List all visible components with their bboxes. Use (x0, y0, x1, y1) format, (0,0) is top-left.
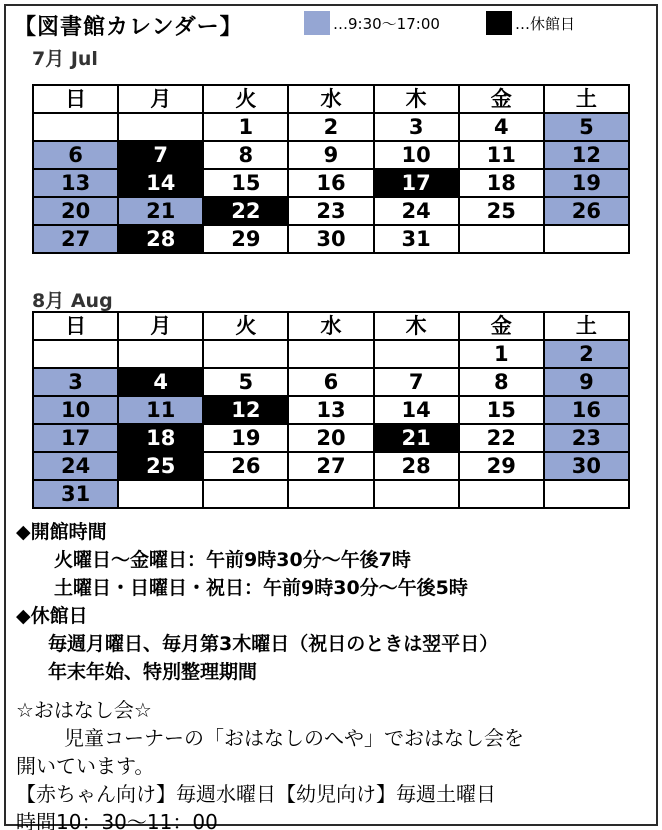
storytime-section (16, 696, 652, 830)
month-label-july: 7月 Jul (32, 48, 98, 70)
calendar-day-normal: 13 (288, 396, 373, 424)
calendar-empty-cell (33, 340, 118, 368)
calendar-week-row (33, 368, 629, 396)
calendar-empty-cell (118, 480, 203, 508)
calendar-day-open: 13 (33, 169, 118, 197)
calendar-week-row (33, 141, 629, 169)
month-label-august: 8月 Aug (32, 290, 113, 312)
weekday-header: 木 (374, 85, 459, 113)
calendar-day-normal: 23 (288, 197, 373, 225)
calendar-day-open: 3 (33, 368, 118, 396)
calendar-day-normal: 3 (374, 113, 459, 141)
storytime-heading: ☆おはなし会☆ (16, 698, 152, 722)
calendar-day-normal: 28 (374, 452, 459, 480)
weekday-header: 火 (203, 85, 288, 113)
calendar-day-open: 2 (544, 340, 629, 368)
weekday-header-row (33, 312, 629, 340)
calendar-day-normal: 29 (203, 225, 288, 253)
calendar-day-normal: 16 (288, 169, 373, 197)
calendar-day-normal: 9 (288, 141, 373, 169)
calendar-day-normal: 27 (288, 452, 373, 480)
calendar-day-closed: 22 (203, 197, 288, 225)
closed-days-line1: 毎週月曜日、毎月第3木曜日（祝日のときは翌平日） (48, 633, 499, 655)
calendar-empty-cell (459, 480, 544, 508)
library-info (16, 518, 652, 830)
calendar-day-open: 5 (544, 113, 629, 141)
calendar-empty-cell (544, 225, 629, 253)
calendar-day-open: 10 (33, 396, 118, 424)
calendar-day-normal: 15 (459, 396, 544, 424)
calendar-day-closed: 21 (374, 424, 459, 452)
calendar-day-open: 16 (544, 396, 629, 424)
calendar-empty-cell (203, 480, 288, 508)
calendar-day-open: 20 (33, 197, 118, 225)
calendar-day-normal: 14 (374, 396, 459, 424)
calendar-week-row (33, 340, 629, 368)
legend-closed-swatch (486, 11, 512, 35)
weekday-header: 水 (288, 85, 373, 113)
legend-open-hours (304, 11, 440, 35)
closed-days-line2: 年末年始、特別整理期間 (48, 661, 258, 683)
calendar-day-normal: 10 (374, 141, 459, 169)
calendar-day-normal: 7 (374, 368, 459, 396)
calendar-day-normal: 18 (459, 169, 544, 197)
calendar-empty-cell (288, 480, 373, 508)
calendar-day-normal: 24 (374, 197, 459, 225)
calendar-empty-cell (288, 340, 373, 368)
calendar-day-closed: 7 (118, 141, 203, 169)
calendar-empty-cell (459, 225, 544, 253)
calendar-day-closed: 28 (118, 225, 203, 253)
calendar-day-open: 30 (544, 452, 629, 480)
calendar-empty-cell (544, 480, 629, 508)
calendar-empty-cell (203, 340, 288, 368)
weekday-header: 金 (459, 85, 544, 113)
calendar-day-open: 9 (544, 368, 629, 396)
calendar-week-row (33, 452, 629, 480)
calendar-day-normal: 19 (203, 424, 288, 452)
weekday-header: 水 (288, 312, 373, 340)
calendar-day-normal: 2 (288, 113, 373, 141)
hours-weekday: 火曜日〜金曜日：午前9時30分〜午後7時 (54, 549, 411, 571)
legend-open-text: …9:30〜17:00 (333, 14, 440, 33)
storytime-schedule: 【赤ちゃん向け】毎週水曜日【幼児向け】毎週土曜日 (16, 782, 496, 806)
weekday-header: 月 (118, 312, 203, 340)
calendar-day-normal: 1 (459, 340, 544, 368)
legend-closed-text: …休館日 (515, 14, 576, 33)
weekday-header: 火 (203, 312, 288, 340)
weekday-header: 木 (374, 312, 459, 340)
calendar-day-closed: 14 (118, 169, 203, 197)
calendar-day-open: 21 (118, 197, 203, 225)
calendar-day-open: 6 (33, 141, 118, 169)
hours-heading: ◆開館時間 (16, 521, 107, 543)
hours-weekend: 土曜日・日曜日・祝日：午前9時30分〜午後5時 (54, 577, 468, 599)
calendar-day-normal: 8 (203, 141, 288, 169)
calendar-week-row (33, 424, 629, 452)
calendar-empty-cell (33, 113, 118, 141)
calendar-day-closed: 17 (374, 169, 459, 197)
calendar-july (32, 84, 630, 254)
calendar-day-normal: 22 (459, 424, 544, 452)
calendar-day-normal: 6 (288, 368, 373, 396)
calendar-day-normal: 30 (288, 225, 373, 253)
calendar-day-closed: 12 (203, 396, 288, 424)
calendar-day-open: 26 (544, 197, 629, 225)
legend-open-swatch (304, 11, 330, 35)
weekday-header: 土 (544, 85, 629, 113)
storytime-time: 時間10：30〜11：00 (16, 810, 218, 830)
calendar-week-row (33, 197, 629, 225)
calendar-day-open: 11 (118, 396, 203, 424)
calendar-day-normal: 26 (203, 452, 288, 480)
weekday-header: 土 (544, 312, 629, 340)
legend-closed-day (486, 11, 575, 35)
calendar-day-open: 23 (544, 424, 629, 452)
calendar-week-row (33, 396, 629, 424)
calendar-empty-cell (374, 340, 459, 368)
calendar-day-open: 24 (33, 452, 118, 480)
calendar-day-open: 31 (33, 480, 118, 508)
calendar-day-normal: 5 (203, 368, 288, 396)
calendar-day-open: 27 (33, 225, 118, 253)
closed-days-heading: ◆休館日 (16, 605, 88, 627)
calendar-day-normal: 25 (459, 197, 544, 225)
calendar-august (32, 311, 630, 509)
calendar-day-closed: 18 (118, 424, 203, 452)
storytime-desc2: 開いています。 (16, 754, 155, 778)
calendar-day-normal: 20 (288, 424, 373, 452)
calendar-day-normal: 15 (203, 169, 288, 197)
header (14, 8, 243, 42)
calendar-empty-cell (374, 480, 459, 508)
calendar-day-open: 17 (33, 424, 118, 452)
calendar-day-normal: 8 (459, 368, 544, 396)
calendar-day-normal: 1 (203, 113, 288, 141)
calendar-week-row (33, 113, 629, 141)
calendar-week-row (33, 225, 629, 253)
weekday-header: 日 (33, 85, 118, 113)
calendar-week-row (33, 480, 629, 508)
calendar-title: 【図書館カレンダー】 (14, 14, 243, 40)
calendar-day-closed: 25 (118, 452, 203, 480)
calendar-day-closed: 4 (118, 368, 203, 396)
calendar-day-normal: 11 (459, 141, 544, 169)
calendar-day-normal: 29 (459, 452, 544, 480)
weekday-header: 月 (118, 85, 203, 113)
calendar-day-normal: 31 (374, 225, 459, 253)
weekday-header: 日 (33, 312, 118, 340)
calendar-empty-cell (118, 113, 203, 141)
calendar-day-open: 19 (544, 169, 629, 197)
calendar-week-row (33, 169, 629, 197)
calendar-day-open: 12 (544, 141, 629, 169)
weekday-header: 金 (459, 312, 544, 340)
weekday-header-row (33, 85, 629, 113)
calendar-day-normal: 4 (459, 113, 544, 141)
calendar-empty-cell (118, 340, 203, 368)
storytime-desc1: 児童コーナーの「おはなしのへや」でおはなし会を (64, 726, 524, 750)
